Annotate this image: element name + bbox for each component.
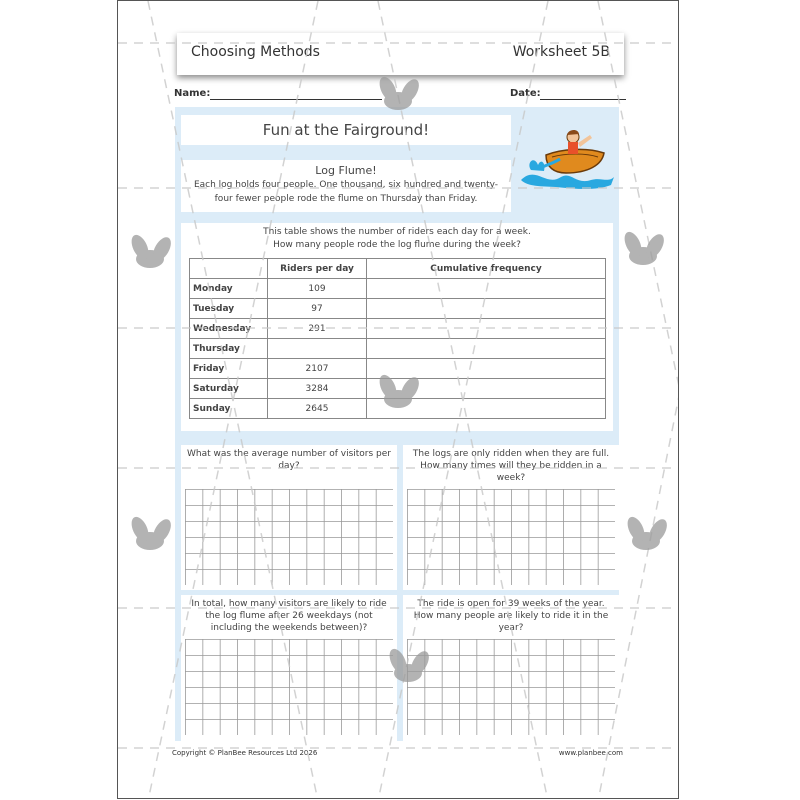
question-2-line-1: The logs are only ridden when they are full.: [412, 449, 610, 459]
question-box-weekdays: [181, 595, 397, 741]
table-row: [190, 279, 606, 299]
riders-cell: 2645: [268, 399, 367, 419]
table-intro-line-1: This table shows the number of riders each day for a week.: [263, 227, 531, 237]
question-2-line-2: How many times will they be ridden in a: [420, 461, 602, 471]
table-intro-line-2: How many people rode the log flume during the week?: [273, 240, 521, 250]
table-row: [190, 339, 606, 359]
question-box-rides: [403, 445, 619, 590]
intro-line-1: Each log holds four people. One thousand, six hundred and twenty-: [193, 180, 499, 190]
date-label: Date:: [510, 88, 541, 99]
copyright-text: Copyright © PlanBee Resources Ltd 2026: [172, 749, 318, 757]
answer-grid[interactable]: [407, 639, 615, 735]
worksheet-title: Choosing Methods: [191, 44, 320, 60]
riders-cell: 97: [268, 299, 367, 319]
intro-line-2: four fewer people rode the flume on Thursday than Friday.: [214, 194, 478, 204]
day-cell: Thursday: [190, 339, 268, 359]
question-3-line-3: including the weekends between)?: [210, 623, 368, 633]
question-4-line-2: How many people are likely to ride it in the: [413, 611, 609, 621]
day-cell: Saturday: [190, 379, 268, 399]
cumulative-cell[interactable]: [367, 339, 606, 359]
worksheet-page: [117, 0, 679, 799]
date-line[interactable]: [540, 99, 626, 100]
cumulative-cell[interactable]: [367, 299, 606, 319]
intro-box: [181, 160, 511, 212]
question-1-line-2: day?: [278, 461, 300, 471]
cumulative-cell[interactable]: [367, 399, 606, 419]
question-1-line-1: What was the average number of visitors per: [186, 449, 392, 459]
table-row: [190, 399, 606, 419]
title-box: Fun at the Fairground!: [181, 115, 511, 145]
table-row: [190, 319, 606, 339]
riders-table: [189, 258, 606, 419]
table-row: [190, 359, 606, 379]
question-3-line-2: the log flume after 26 weekdays (not: [205, 611, 373, 621]
cumulative-cell[interactable]: [367, 359, 606, 379]
column-header-cumulative: Cumulative frequency: [367, 259, 606, 279]
riders-cell: 3284: [268, 379, 367, 399]
column-header-riders: Riders per day: [268, 259, 367, 279]
riders-cell: 109: [268, 279, 367, 299]
table-header-row: [190, 259, 606, 279]
question-3-line-1: In total, how many visitors are likely to ride: [191, 599, 387, 609]
day-cell: Friday: [190, 359, 268, 379]
name-label: Name:: [174, 88, 211, 99]
table-row: [190, 299, 606, 319]
day-cell: Sunday: [190, 399, 268, 419]
name-line[interactable]: [210, 99, 382, 100]
day-cell: Tuesday: [190, 299, 268, 319]
answer-grid[interactable]: [407, 489, 615, 585]
website-link[interactable]: www.planbee.com: [558, 749, 623, 757]
question-4-line-3: year?: [498, 623, 524, 633]
question-4-line-1: The ride is open for 39 weeks of the year.: [417, 599, 605, 609]
answer-grid[interactable]: [185, 639, 393, 735]
riders-cell: 291: [268, 319, 367, 339]
question-box-average: [181, 445, 397, 590]
worksheet-number: Worksheet 5B: [512, 44, 610, 60]
intro-heading: Log Flume!: [315, 164, 377, 177]
cumulative-cell[interactable]: [367, 379, 606, 399]
worksheet-header: [177, 33, 624, 75]
table-box: [181, 223, 613, 431]
question-box-year: [403, 595, 619, 741]
riders-cell: 2107: [268, 359, 367, 379]
log-flume-boat-icon: [516, 125, 616, 193]
day-cell: Wednesday: [190, 319, 268, 339]
riders-cell[interactable]: [268, 339, 367, 359]
table-row: [190, 379, 606, 399]
question-2-line-3: week?: [496, 473, 526, 483]
column-header-day: [190, 259, 268, 279]
cumulative-cell[interactable]: [367, 279, 606, 299]
cumulative-cell[interactable]: [367, 319, 606, 339]
day-cell: Monday: [190, 279, 268, 299]
answer-grid[interactable]: [185, 489, 393, 585]
